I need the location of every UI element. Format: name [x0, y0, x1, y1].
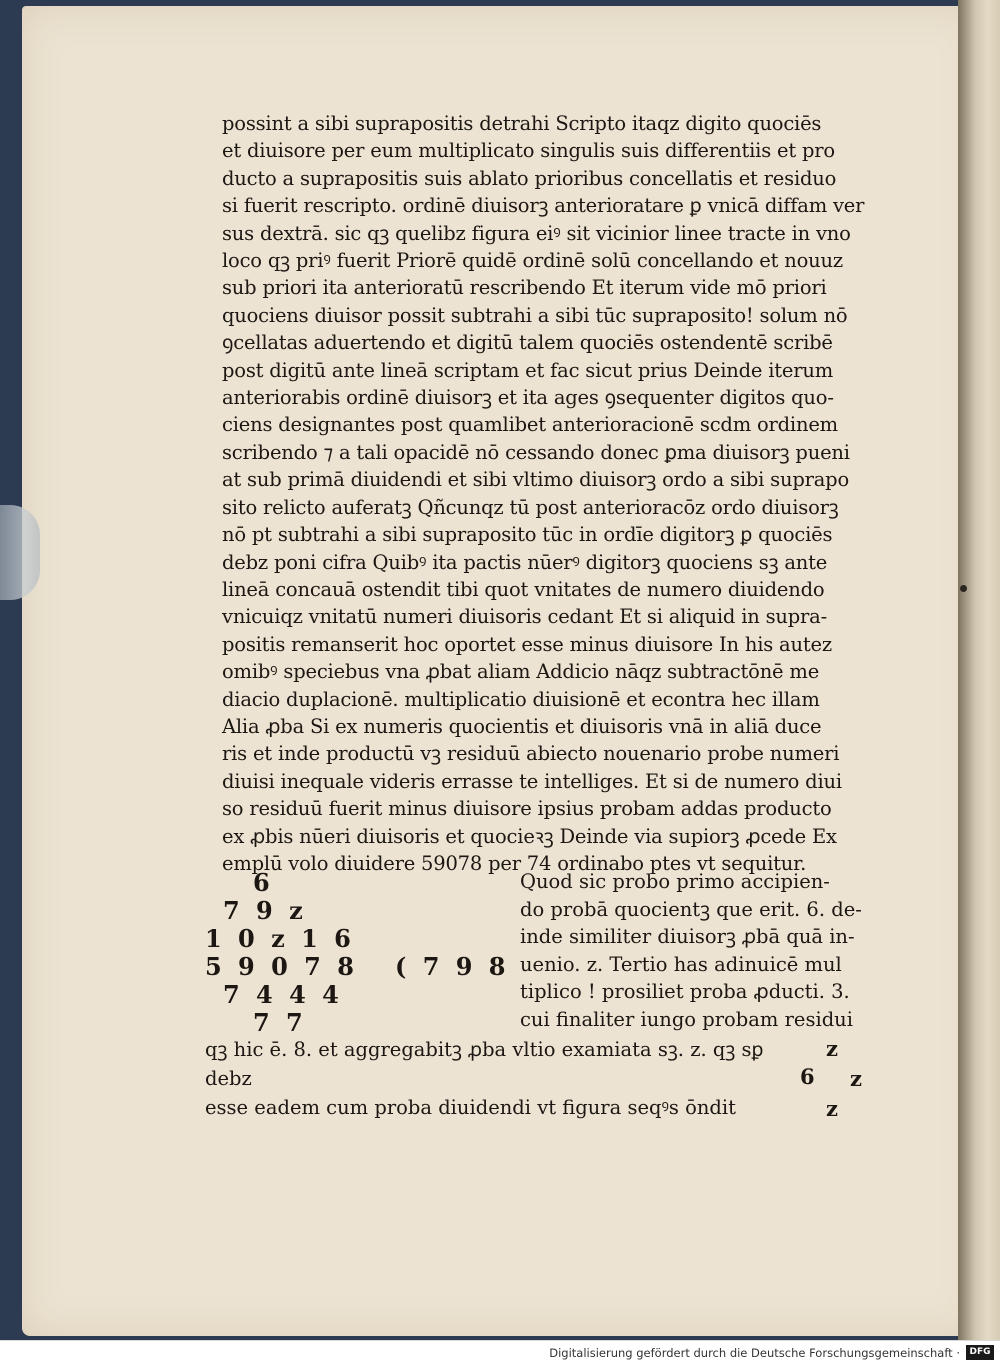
example-row-5: 7 4 4 4 [223, 980, 343, 1009]
proof-figure-right: z [850, 1066, 862, 1091]
closing-text: qꝫ hic ē. 8. et aggregabitꝫ ꝓba vltio examiata sꝫ. z. qꝫ sꝑ debz esse eadem cum proba diuidendi vt figura seqꝰs ōndit [205, 1038, 764, 1119]
example-row-6: 7 7 [253, 1008, 307, 1037]
worked-division-example [205, 868, 510, 1037]
main-text-block: possint a sibi suprapositis detrahi Scripto itaqz digito quociēs et diuisore per eum multiplicato singulis suis differentiis et pro ducto a suprapositis suis ablato prioribus concellatis et residuo si fuerit rescripto. ordinē diuisorꝫ anterioratare ꝑ vnicā diffam ver sus dextrā. sic qꝫ quelibz figura eiꝰ sit vicinior linee tracte in vno loco qꝫ priꝰ fuerit Priorē quidē ordinē solū concellando et nouuz sub priori ita anterioratū rescribendo Et iterum vide mō priori quociens diuisor possit subtrahi a sibi tūc supraposito! solum nō ꝯcellatas aduertendo et digitū talem quociēs ostendentē scribē post digitū ante lineā scriptam et fac sicut prius Deinde iterum anteriorabis ordinē diuisorꝫ et ita ages ꝯsequenter digitos quo- ciens designantes post quamlibet anterioracionē scdm ordinem scribendo ⁊ a tali opacidē nō cessando donec ꝑma diuisorꝫ pueni at sub primā diuidendi et sibi vltimo diuisorꝫ ordo a sibi suprapo sito relicto auferatꝫ Qñcunqz tū post anterioracōz ordo diuisorꝫ nō pt subtrahi a sibi supraposito tūc in ordīe digitorꝫ ꝑ quociēs debz poni cifra Quibꝰ ita pactis nūerꝰ digitorꝫ quociens sꝫ ante lineā concauā ostendit tibi quot vnitates de numero diuidendo vnicuiqz vnitatū numeri diuisoris cedant Et si aliquid in supra- positis remanserit hoc oportet esse minus diuisore In his autez omibꝰ speciebus vna ꝓbat aliam Addicio nāqz subtractōnē me diacio duplacionē. multiplicatio diuisionē et econtra hec illam Alia ꝓba Si ex numeris quocientis et diuisoris vnā in aliā duce ris et inde productū vꝫ residuū abiecto nouenario probe numeri diuisi inequale videris errasse te intelliges. Et si de numero diui so residuū fuerit minus diuisore ipsius probam addas producto ex ꝓbis nūeri diuisoris et quocieꝛꝫ Deinde via supiorꝫ ꝓcede Ex emplū volo diuidere 59078 per 74 ordinabo ptes vt sequitur. [222, 112, 865, 875]
example-row-4: 5 9 0 7 8 ( 7 9 8 [205, 952, 510, 981]
dfg-logo: DFG [966, 1345, 994, 1360]
proof-figure-left: 6 [800, 1064, 815, 1089]
margin-mark [960, 585, 967, 592]
proof-explanation-text: Quod sic probo primo accipien- do probā quocientꝫ que erit. 6. de- inde similiter diuisorꝫ ꝓbā quā in- uenio. z. Tertio has adinuicē mul tiplico ! prosiliet proba ꝓducti. 3. cui finaliter iungo probam residui [520, 870, 862, 1031]
page-clip [0, 505, 40, 600]
book-gutter [958, 0, 1000, 1340]
proof-figure-top: z [826, 1036, 838, 1061]
proof-figure-bottom: z [826, 1096, 838, 1121]
example-row-1: 6 [253, 868, 274, 897]
example-row-2: 7 9 z [223, 896, 307, 925]
footer-credit: Digitalisierung gefördert durch die Deutsche Forschungsgemeinschaft · [549, 1346, 960, 1360]
footer-bar [0, 1340, 1000, 1366]
example-row-3: 1 0 z 1 6 [205, 924, 355, 953]
